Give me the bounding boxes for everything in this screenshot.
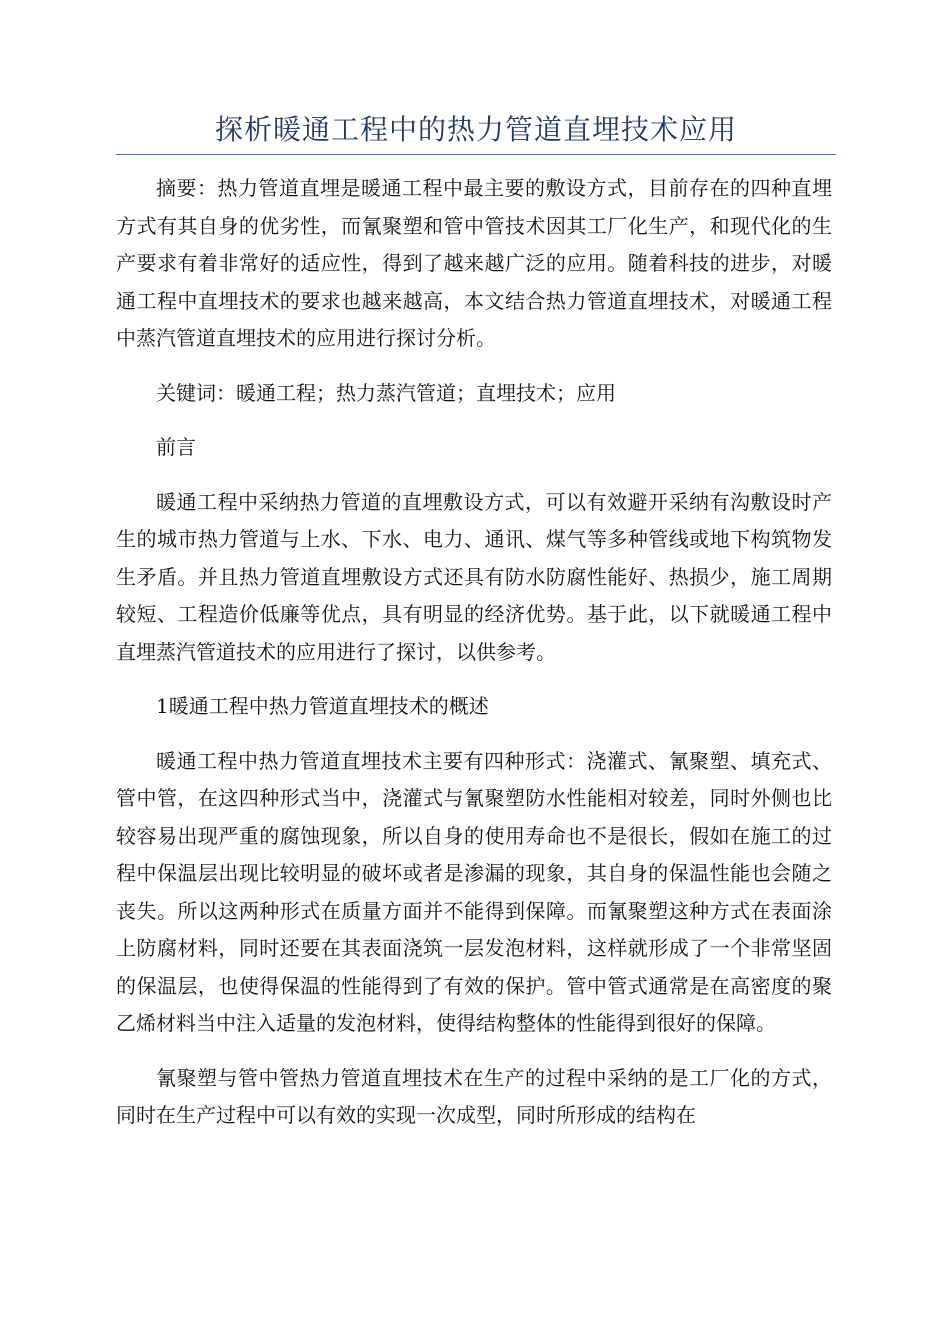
section-1-heading: 1暖通工程中热力管道直埋技术的概述 <box>156 694 489 718</box>
keywords-paragraph: 关键词：暖通工程；热力蒸汽管道；直埋技术；应用 <box>156 380 616 405</box>
document-title: 探析暖通工程中的热力管道直埋技术应用 <box>214 113 737 146</box>
section-1-paragraph-1: 暖通工程中热力管道直埋技术主要有四种形式：浇灌式、氰聚塑、填充式、管中管，在这四种形式当中，浇灌式与氰聚塑防水性能相对较差，同时外侧也比较容易出现严重的腐蚀现象，所以自身的使用寿命也不是很长，假如在施工的过程中保温层出现比较明显的破坏或者是渗漏的现象，其自身的保温性能也会随之丧失。所以这两种形式在质量方面并不能得到保障。而氰聚塑这种方式在表面涂上防腐材料，同时还要在其表面浇筑一层发泡材料，这样就形成了一个非常坚固的保温层，也使得保温的性能得到了有效的保护。管中管式通常是在高密度的聚乙烯材料当中注入适量的发泡材料，使得结构整体的性能得到很好的保障。 <box>116 748 832 1035</box>
section-1-paragraph-2: 氰聚塑与管中管热力管道直埋技术在生产的过程中采纳的是工厂化的方式，同时在生产过程中可以有效的实现一次成型，同时所形成的结构在 <box>116 1065 832 1127</box>
preface-heading: 前言 <box>156 435 196 459</box>
title-underline <box>116 154 836 155</box>
preface-paragraph: 暖通工程中采纳热力管道的直埋敷设方式，可以有效避开采纳有沟敷设时产生的城市热力管道与上水、下水、电力、通讯、煤气等多种管线或地下构筑物发生矛盾。并且热力管道直埋敷设方式还具有防水防腐性能好、热损少，施工周期较短、工程造价低廉等优点，具有明显的经济优势。基于此，以下就暖通工程中直埋蒸汽管道技术的应用进行了探讨，以供参考。 <box>116 489 832 664</box>
abstract-paragraph: 摘要：热力管道直埋是暖通工程中最主要的敷设方式，目前存在的四种直埋方式有其自身的优劣性，而氰聚塑和管中管技术因其工厂化生产，和现代化的生产要求有着非常好的适应性，得到了越来越广泛的应用。随着科技的进步，对暖通工程中直埋技术的要求也越来越高，本文结合热力管道直埋技术，对暖通工程中蒸汽管道直埋技术的应用进行探讨分析。 <box>116 176 832 350</box>
document-body <box>116 170 832 1152</box>
